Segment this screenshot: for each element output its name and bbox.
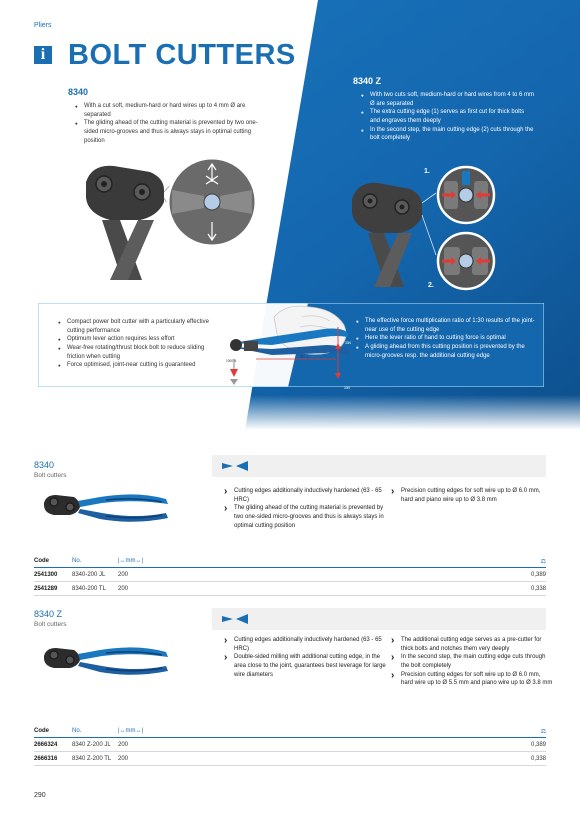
features-left-list: [58, 318, 223, 370]
cutter-head-illustration: [80, 150, 260, 285]
list-item: ● With a cut soft, medium-hard or hard wires up to 4 mm Ø are separated: [84, 102, 264, 119]
cutter-type-icon: [222, 461, 248, 471]
cell-no: 8340 Z-200 JL: [72, 738, 118, 752]
page-title: BOLT CUTTERS: [68, 39, 296, 71]
cell-spacer: [198, 752, 506, 766]
cell-code: 2666324: [34, 738, 72, 752]
cell-weight: 0,389: [506, 568, 546, 582]
table-header-row: [34, 555, 546, 568]
chapter-label: Pliers: [34, 22, 52, 29]
product-8340-header-band: [212, 455, 546, 477]
diagram-hand-force: 33N: [345, 341, 351, 345]
product-8340-table: [34, 555, 546, 596]
features-right-list: [356, 317, 543, 360]
cell-weight: 0,338: [506, 582, 546, 596]
list-item: › Double-sided milling with additional cutting edge, in the area close to the joint, guarantees best leverage for large wire diameters: [234, 653, 386, 679]
list-item: ● Force optimised, joint-near cutting is guaranteed: [67, 361, 223, 370]
cell-length: 200: [118, 738, 198, 752]
cell-no: 8340-200 TL: [72, 582, 118, 596]
hero-left-model: 8340: [68, 87, 89, 97]
cell-no: 8340-200 JL: [72, 568, 118, 582]
step1-detail-icon: [438, 167, 494, 223]
cell-weight: 0,338: [506, 752, 546, 766]
list-item: › In the second step, the main cutting edge cuts through the bolt completely: [401, 653, 553, 670]
cutter-z-illustration: [348, 165, 518, 295]
list-item: › Cutting edges additionally inductively hardened (63 - 65 HRC): [234, 487, 384, 504]
list-item: ● In the second step, the main cutting edge (2) cuts through the bolt completely: [370, 126, 535, 143]
cell-length: 200: [118, 568, 198, 582]
diagram-bottom-force: 33N: [344, 386, 350, 390]
cell-no: 8340 Z-200 TL: [72, 752, 118, 766]
table-row: [34, 738, 546, 752]
list-item: ● The gliding ahead of the cutting material is prevented by two one-sided micro-grooves and thus is always stays in optimal cutting position: [84, 119, 264, 145]
col-no: No.: [72, 555, 118, 568]
magnifier-icon: [168, 158, 256, 246]
col-length: |↔mm↔|: [118, 555, 198, 568]
list-item: › Precision cutting edges for soft wire up to Ø 6.0 mm, hard wire up to Ø 5.5 mm and piano wire up to Ø 3.8 mm: [401, 671, 553, 688]
col-spacer: [198, 555, 506, 568]
step-label-2: 2.: [428, 282, 434, 289]
cell-length: 200: [118, 752, 198, 766]
info-icon: i: [34, 46, 52, 64]
product-8340z-image: [40, 640, 172, 678]
list-item: ● With two cuts soft, medium-hard or hard wires from 4 to 6 mm Ø are separated: [370, 91, 535, 108]
table-row: [34, 752, 546, 766]
col-no: No.: [72, 725, 118, 738]
col-weight-icon: ⚖: [506, 555, 546, 568]
pivot-icon: [230, 379, 238, 385]
product-8340-image: [40, 487, 172, 525]
table-row: [34, 568, 546, 582]
product-8340-name: Bolt cutters: [34, 472, 67, 479]
col-spacer: [198, 725, 506, 738]
product-8340z-features-left: [224, 636, 386, 679]
product-8340z-code: 8340 Z: [34, 609, 63, 619]
page-number: 290: [34, 792, 46, 799]
hero-right-model: 8340 Z: [353, 76, 382, 86]
bolt-cutter-icon: [44, 494, 168, 521]
step2-detail-icon: [438, 233, 494, 289]
product-8340z-name: Bolt cutters: [34, 621, 67, 628]
product-8340z-features-right: [391, 636, 553, 688]
list-item: ● Here the lever ratio of hand to cutting force is optimal: [365, 334, 543, 343]
cell-spacer: [198, 738, 506, 752]
step-label-1: 1.: [424, 168, 430, 175]
cutter-jaw-icon: [352, 183, 422, 287]
list-item: ● Compact power bolt cutter with a particularly effective cutting performance: [67, 318, 223, 335]
lever-ratio-diagram: [216, 299, 366, 389]
cell-spacer: [198, 568, 506, 582]
force-arrow-icon: [230, 369, 238, 377]
cell-code: 2541300: [34, 568, 72, 582]
bolt-cutter-icon: [44, 647, 168, 674]
cell-length: 200: [118, 582, 198, 596]
cell-code: 2666316: [34, 752, 72, 766]
product-8340z-header-band: [212, 608, 546, 630]
diagram-left-force: 1000 N: [226, 359, 237, 363]
col-length: |↔mm↔|: [118, 725, 198, 738]
col-code: Code: [34, 725, 72, 738]
list-item: › The additional cutting edge serves as a pre-cutter for thick bolts and notches them very deeply: [401, 636, 553, 653]
cell-spacer: [198, 582, 506, 596]
list-item: ● The extra cutting edge (1) serves as first cut for thick bolts and engraves them deeply: [370, 108, 535, 125]
features-box: [38, 303, 544, 390]
product-8340-features-left: [224, 487, 384, 530]
list-item: ● A gliding ahead from this cutting position is prevented by the micro-grooves resp. the additional cutting edge: [365, 343, 543, 360]
list-item: ● Optimum lever action requires less effort: [67, 335, 223, 344]
hero-left-bullets: [75, 102, 264, 145]
product-8340-code: 8340: [34, 460, 55, 470]
col-code: Code: [34, 555, 72, 568]
diagram-arm-label: 30 : 1: [300, 355, 308, 359]
list-item: › Precision cutting edges for soft wire up to Ø 6.0 mm, hard and piano wire up to Ø 3.8 mm: [401, 487, 551, 504]
cell-weight: 0,389: [506, 738, 546, 752]
col-weight-icon: ⚖: [506, 725, 546, 738]
cutter-jaw-icon: [86, 166, 164, 280]
list-item: ● Wear-free rotating/thrust block bolt to reduce sliding friction when cutting: [67, 344, 223, 361]
list-item: › Cutting edges additionally inductively hardened (63 - 65 HRC): [234, 636, 386, 653]
table-header-row: [34, 725, 546, 738]
list-item: ● The effective force multiplication ratio of 1:30 results of the joint-near use of the cutting edge: [365, 317, 543, 334]
table-row: [34, 582, 546, 596]
cutter-type-icon: [222, 614, 248, 624]
cell-code: 2541289: [34, 582, 72, 596]
product-8340-features-right: [391, 487, 551, 504]
hero-right-bullets: [361, 91, 535, 143]
hand-force-arrow-icon: [335, 373, 341, 379]
list-item: › The gliding ahead of the cutting material is prevented by two one-sided micro-grooves and thus is always stays in optimal cutting position: [234, 504, 384, 530]
product-8340z-table: [34, 725, 546, 766]
